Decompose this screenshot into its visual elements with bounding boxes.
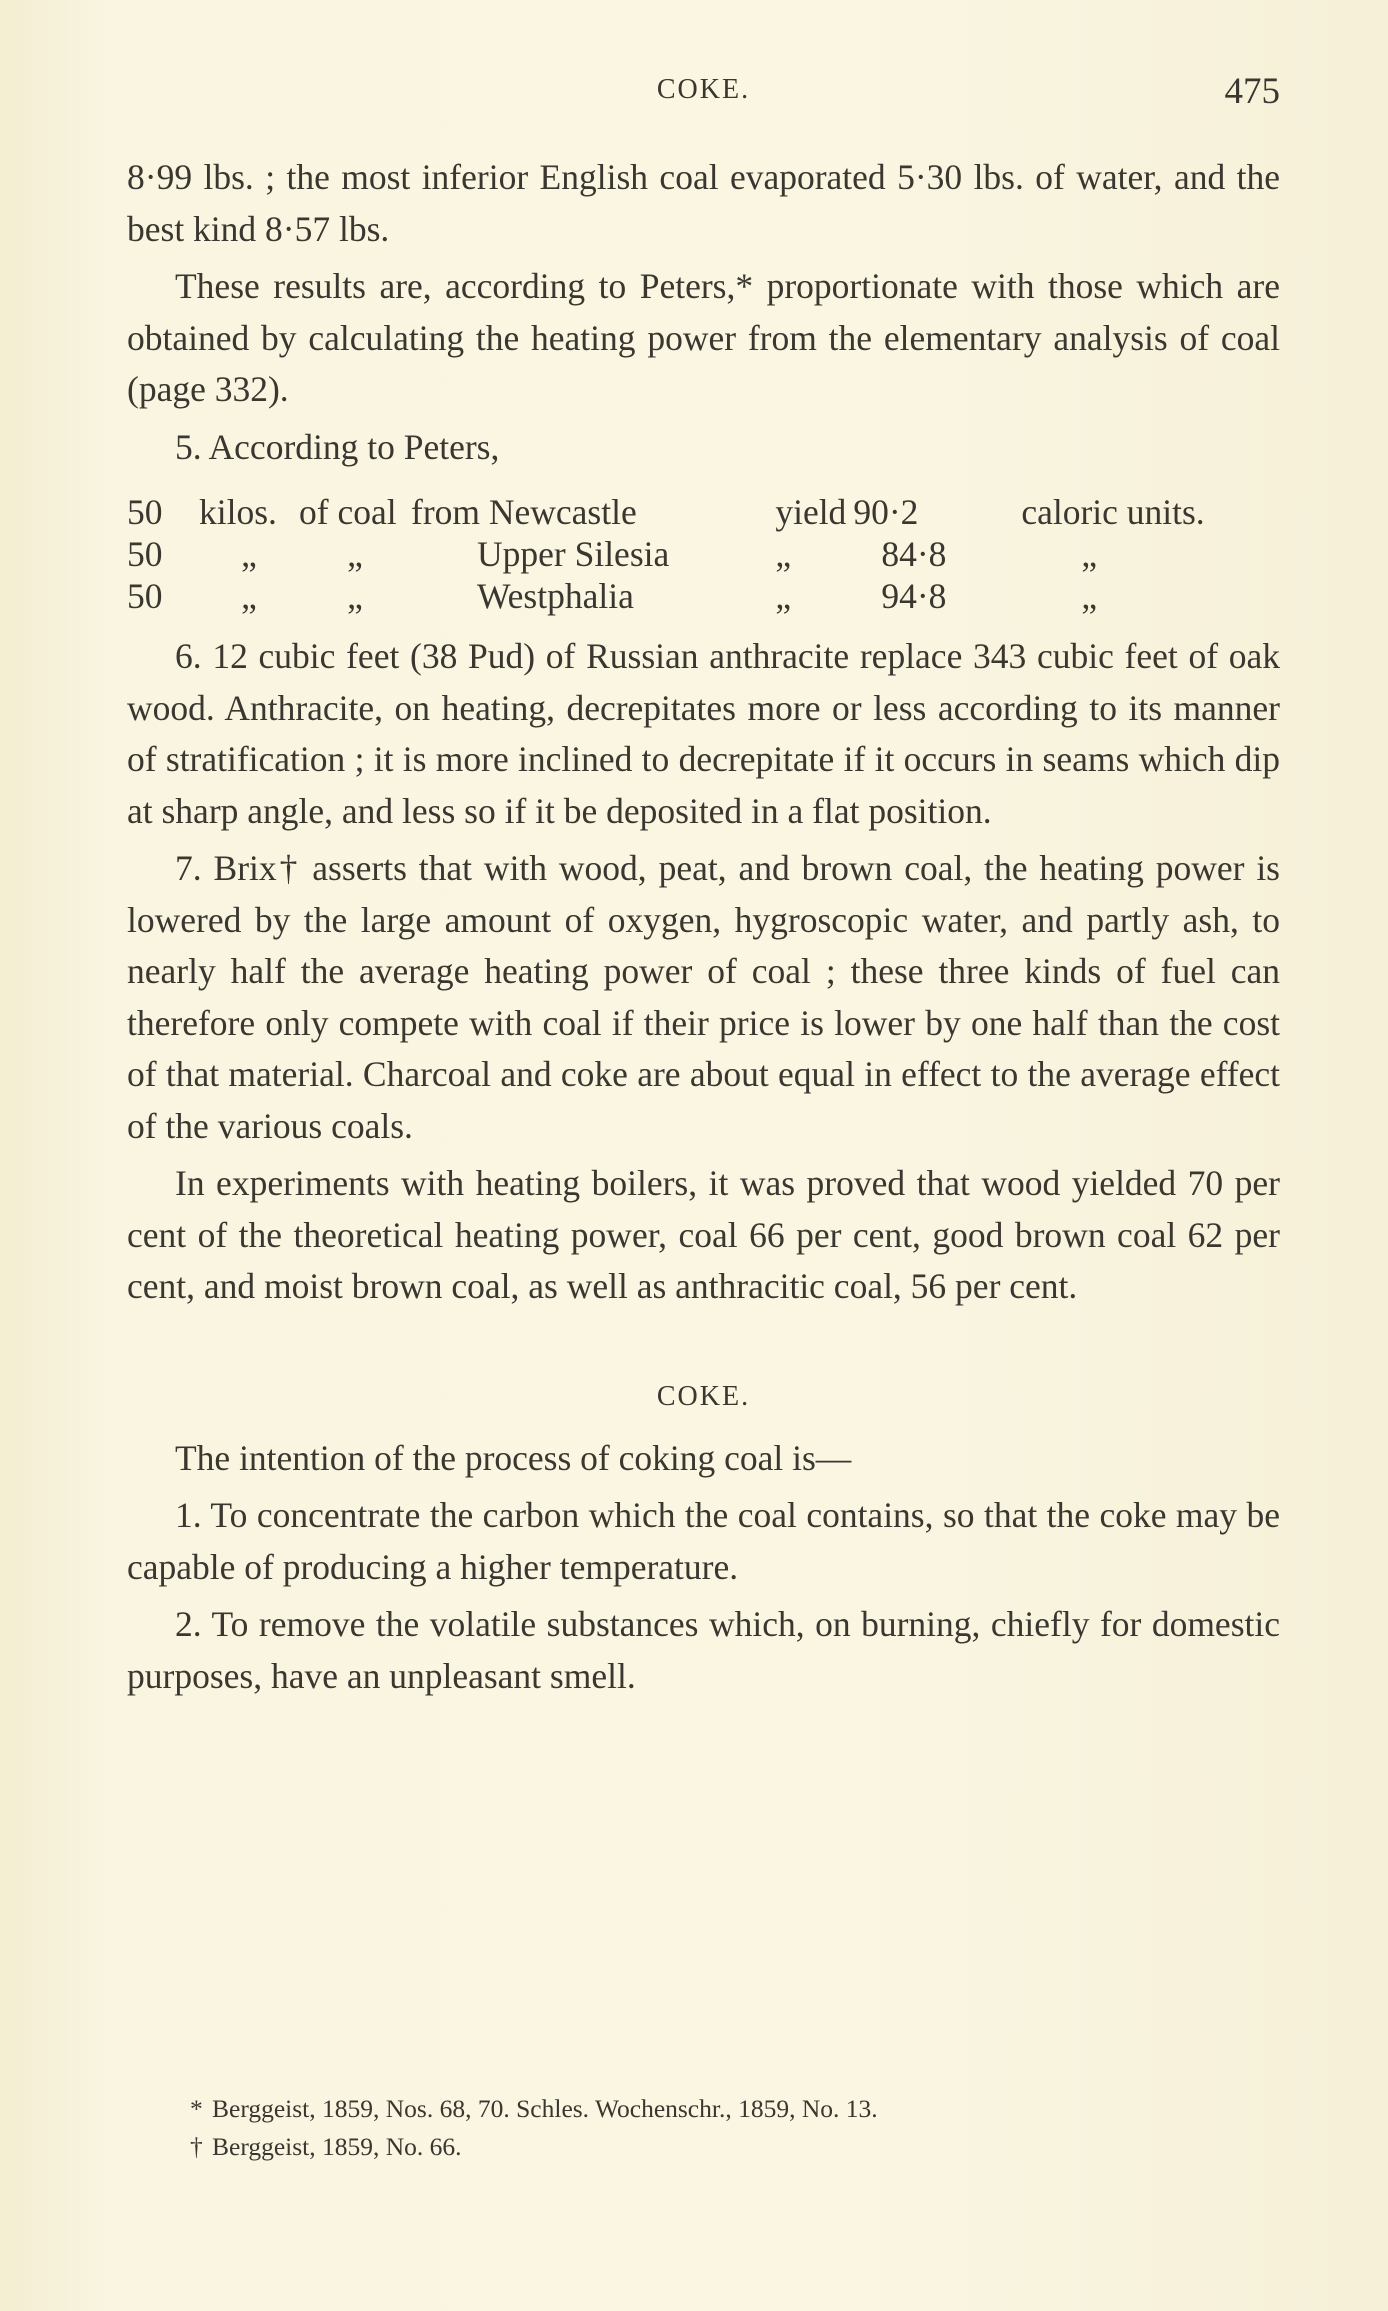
- cell-unit: „: [241, 576, 257, 616]
- table-row: [127, 575, 1280, 617]
- paragraph-continuation: 8·99 lbs. ; the most inferior English coal evaporated 5·30 lbs. of water, and the best kind 8·57 lbs.: [127, 157, 1280, 249]
- cell-place: Westphalia: [477, 576, 634, 616]
- section-item-2: 2. To remove the volatile substances which, on burning, chiefly for domestic purposes, have an unpleasant smell.: [127, 1604, 1280, 1696]
- footnotes: [190, 2090, 1290, 2166]
- yield-table: [127, 491, 1280, 617]
- cell-material: „: [347, 534, 363, 574]
- cell-units: „: [1081, 534, 1098, 574]
- footnote: [190, 2090, 1290, 2128]
- paragraph-peters-results: These results are, according to Peters,* proportionate with those which are obtained by calculating the heating power from the elementary analysis of coal (page 332).: [127, 266, 1280, 409]
- cell-qty: 50: [127, 492, 163, 532]
- cell-unit: kilos.: [199, 492, 277, 532]
- cell-verb: yield: [775, 492, 847, 532]
- cell-units: „: [1081, 576, 1098, 616]
- cell-qty: 50: [127, 534, 163, 574]
- cell-value: 84·8: [881, 534, 947, 574]
- paragraph-item-6: 6. 12 cubic feet (38 Pud) of Russian anthracite replace 343 cubic feet of oak wood. Anthracite, on heating, decrepitates more or less according to its manner of stratification ; it is more inclined to decrepitate if it occurs in seams which dip at sharp angle, and less so if it be deposited in a flat position.: [127, 636, 1280, 831]
- page-number: 475: [1224, 71, 1280, 112]
- section-intro: The intention of the process of coking coal is—: [175, 1437, 852, 1478]
- cell-place-name: Newcastle: [488, 492, 637, 532]
- cell-value: 94·8: [881, 576, 947, 616]
- paragraph-boiler-experiments: In experiments with heating boilers, it was proved that wood yielded 70 per cent of the theoretical heating power, coal 66 per cent, good brown coal 62 per cent, and moist brown coal, as well as anthracitic coal, 56 per cent.: [127, 1163, 1280, 1306]
- table-row: [127, 533, 1280, 575]
- cell-place: Upper Silesia: [477, 534, 670, 574]
- cell-verb: „: [775, 534, 792, 574]
- running-head: [127, 70, 1280, 120]
- cell-value: 90·2: [853, 492, 919, 532]
- cell-qty: 50: [127, 576, 163, 616]
- footnote-marker: *: [190, 2094, 203, 2123]
- table-row: [127, 491, 1280, 533]
- cell-place: [411, 491, 775, 533]
- footnote-text: Berggeist, 1859, No. 66.: [212, 2132, 462, 2161]
- cell-prep: from: [411, 492, 481, 532]
- body-text: [127, 152, 1280, 1702]
- cell-unit: „: [241, 534, 257, 574]
- cell-units: caloric units.: [1021, 492, 1205, 532]
- paragraph-item-5: 5. According to Peters,: [175, 426, 500, 467]
- cell-material: of coal: [299, 492, 397, 532]
- section-item-1: 1. To concentrate the carbon which the coal contains, so that the coke may be capable of producing a higher temperature.: [127, 1495, 1280, 1587]
- cell-verb: „: [775, 576, 792, 616]
- cell-material: „: [347, 576, 363, 616]
- paragraph-item-7: 7. Brix† asserts that with wood, peat, and brown coal, the heating power is lowered by the large amount of oxygen, hygroscopic water, and partly ash, to nearly half the average heating power of coal ; these three kinds of fuel can therefore only compete with coal if their price is lower by one half than the cost of that material. Charcoal and coke are about equal in effect to the average effect of the various coals.: [127, 848, 1280, 1146]
- running-title: COKE.: [656, 74, 751, 105]
- footnote-text: Berggeist, 1859, Nos. 68, 70. Schles. Wochenschr., 1859, No. 13.: [212, 2094, 878, 2123]
- footnote-marker: †: [190, 2132, 203, 2161]
- section-heading: COKE.: [656, 1380, 751, 1412]
- footnote: [190, 2128, 1290, 2166]
